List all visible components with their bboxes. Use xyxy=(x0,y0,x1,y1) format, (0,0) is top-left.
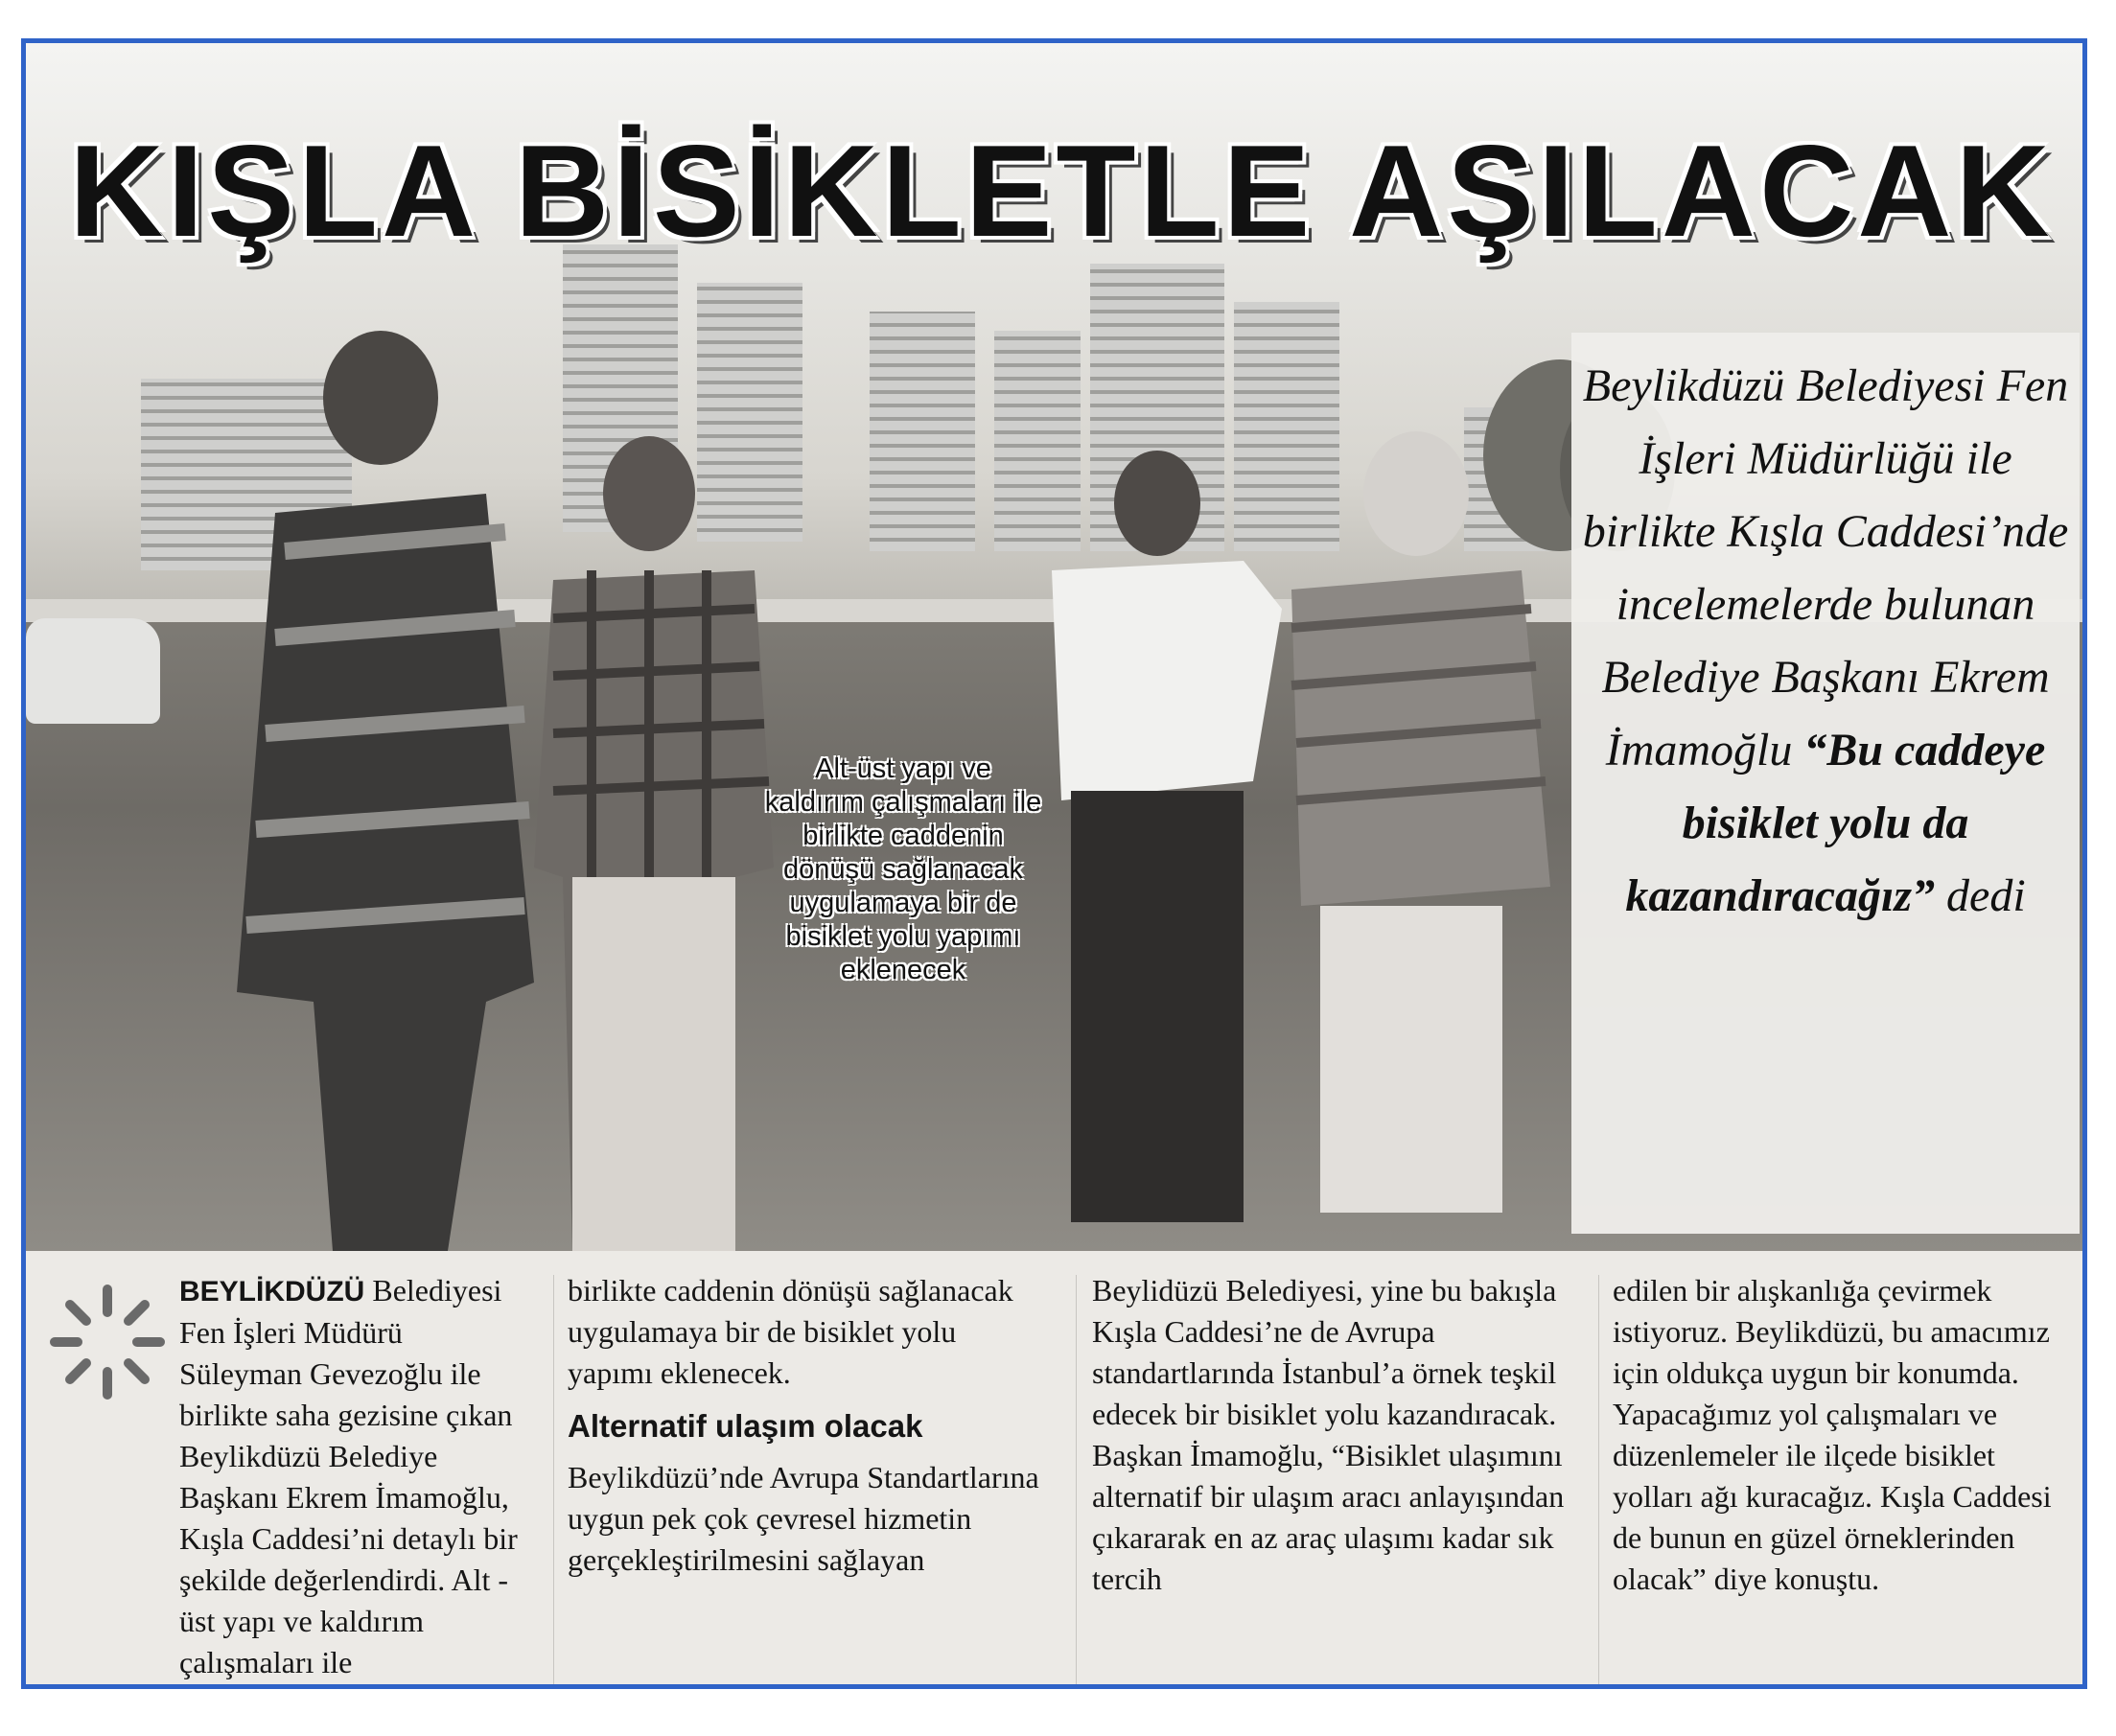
pull-quote xyxy=(1571,350,2080,933)
body-column-4 xyxy=(1613,1270,2063,1600)
column-divider xyxy=(1076,1275,1077,1687)
newspaper-logo-icon xyxy=(45,1280,170,1404)
body-text: birlikte caddenin dönüşü sağlanacak uygulamaya bir de bisiklet yolu yapımı eklenecek. xyxy=(568,1273,1013,1390)
body-text: Beylidüzü Belediyesi, yine bu bakışla Kışla Caddesi’ne de Avrupa standartlarında İstanbul’a örnek teşkil edecek bir bisiklet yolu kazandıracak. Başkan İmamoğlu, “Bisiklet ulaşımını alternatif bir ulaşım aracı anlayışından çıkararak en az araç ulaşımı kadar sık tercih xyxy=(1092,1273,1565,1596)
person-mayor xyxy=(1033,446,1282,1251)
body-text: Belediyesi Fen İşleri Müdürü Süleyman Gevezoğlu ile birlikte saha gezisine çıkan Beylikdüzü Belediye Başkanı Ekrem İmamoğlu, Kışla Caddesi’ni detaylı bir şekilde değerlendirdi. Alt - üst yapı ve kaldırım çalışmaları ile xyxy=(179,1273,518,1679)
body-column-1 xyxy=(179,1270,524,1683)
person-left xyxy=(198,331,544,1251)
column-divider xyxy=(1598,1275,1599,1687)
building xyxy=(870,312,975,551)
pull-quote-text: “Bu caddeye bisiklet yolu da kazandıracağız” xyxy=(1625,725,2046,921)
article-frame xyxy=(21,38,2087,1689)
column-divider xyxy=(553,1275,554,1687)
pull-quote-outro: dedi xyxy=(1946,870,2026,921)
photo-caption: Alt-üst yapı ve kaldırım çalışmaları ile birlikte caddenin dönüşü sağlanacak uygulamaya bir de bisiklet yolu yapımı eklenecek xyxy=(764,753,1042,985)
subheading: Alternatif ulaşım olacak xyxy=(568,1408,923,1444)
car xyxy=(26,618,160,724)
pull-quote-intro: Beylikdüzü Belediyesi Fen İşleri Müdürlüğü ile birlikte Kışla Caddesi’nde incelemelerde bulunan Belediye Başkanı Ekrem İmamoğlu xyxy=(1582,360,2069,775)
body-column-3 xyxy=(1092,1270,1571,1600)
headline: KIŞLA BİSİKLETLE AŞILACAK xyxy=(69,118,2054,264)
person-plaid xyxy=(534,427,783,1251)
body-text: Beylikdüzü’nde Avrupa Standartlarına uygun pek çok çevresel hizmetin gerçekleştirilmesini sağlayan xyxy=(568,1460,1039,1577)
body-column-2 xyxy=(568,1270,1047,1581)
body-text: edilen bir alışkanlığa çevirmek istiyoruz. Beylikdüzü, bu amacımız için oldukça uygun bir konumda. Yapacağımız yol çalışmaları ve düzenlemeler ile ilçede bisiklet yolları ağı kuracağız. Kışla Caddesi de bunun en güzel örneklerinden olacak” diye konuştu. xyxy=(1613,1273,2052,1596)
lead-word: BEYLİKDÜZÜ xyxy=(179,1276,365,1308)
person-engineer xyxy=(1282,427,1560,1251)
